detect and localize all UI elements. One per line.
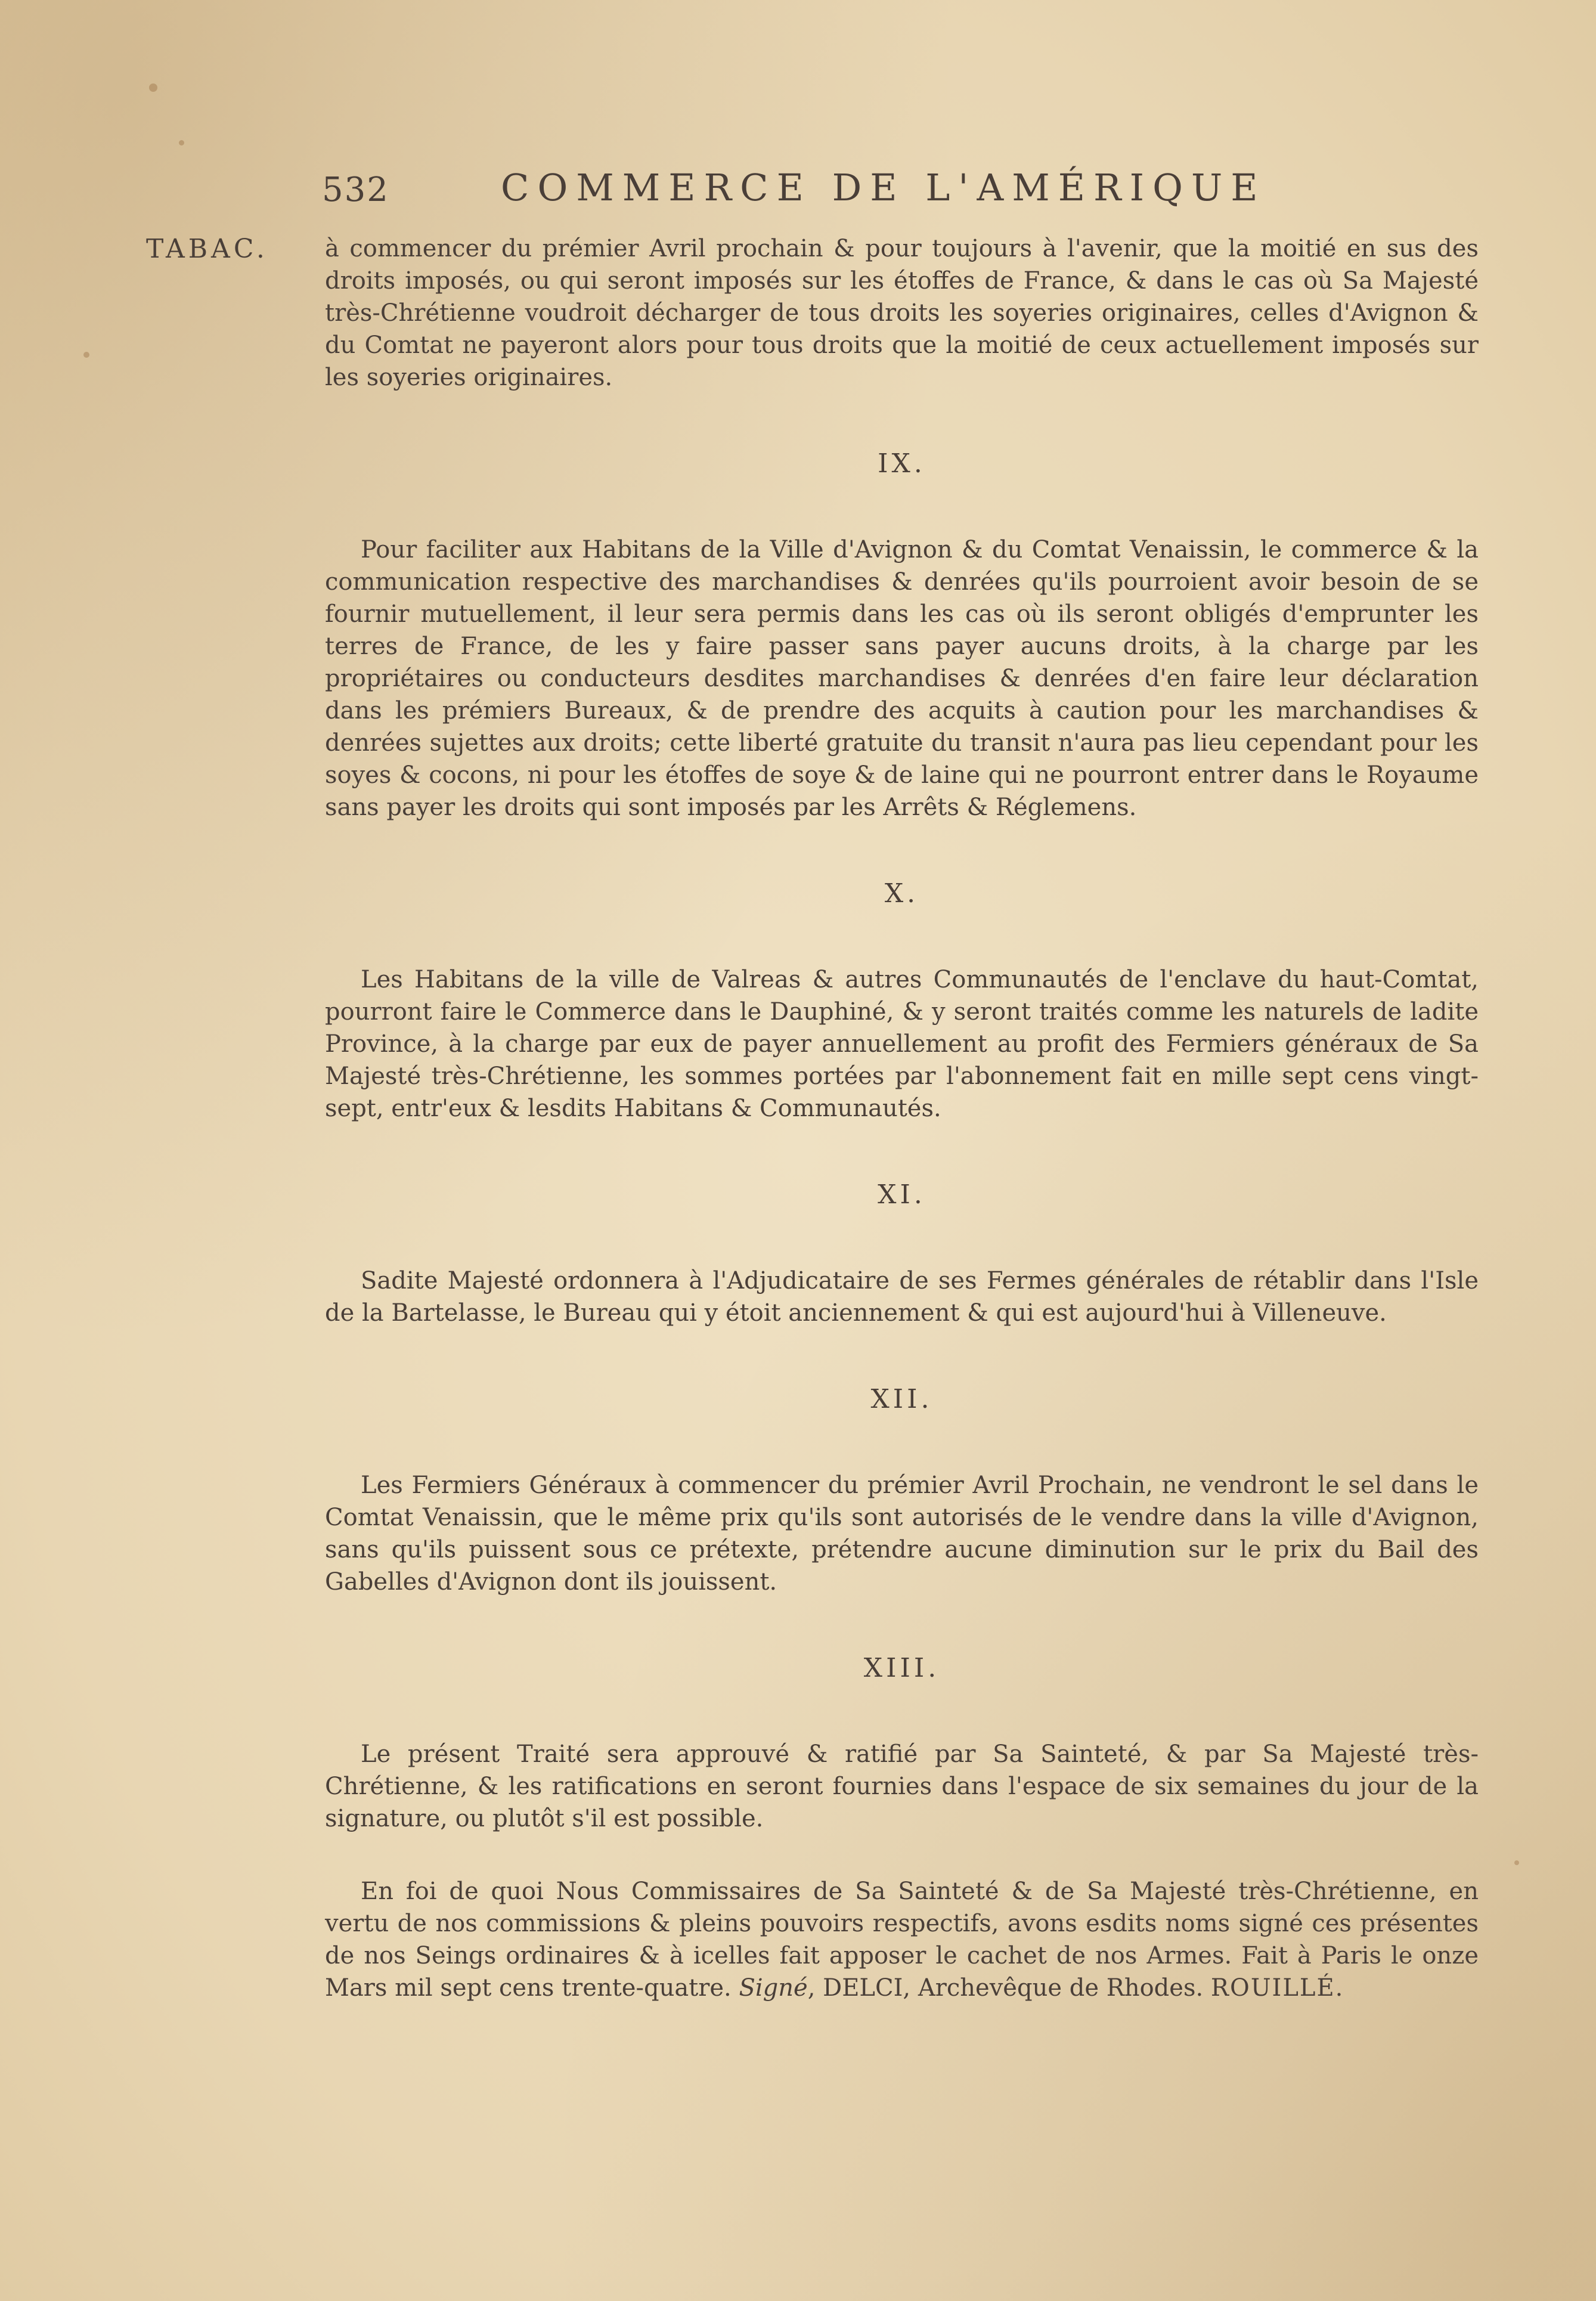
page-number: 532 [322, 171, 389, 209]
article-heading-xiii: XIII. [863, 1653, 940, 1683]
article-heading-ix: IX. [878, 448, 926, 479]
article-xi-text: Sadite Majesté ordonnera à l'Adjudicataire de ses Fermes générales de rétablir dans l'Isle de la Bartelasse, le Bureau qui y étoit anciennement & qui est aujourd'hui à Villeneuve. [325, 1267, 1479, 1327]
foxing-spot [179, 140, 184, 145]
article-ix-text: Pour faciliter aux Habitans de la Ville d'Avignon & du Comtat Venaissin, le commerce & la communication respective des marchandises & denrées qu'ils pourroient avoir besoin de se fournir mutuellement, il leur sera permis dans les cas où ils seront obligés d'emprunter les terres de France, de les y faire passer sans payer aucuns droits, à la charge par les propriétaires ou conducteurs desdites marchandises & denrées d'en faire leur déclaration dans les prémiers Bureaux, & de prendre des acquits à caution pour les marchandises & denrées sujettes aux droits; cette liberté gratuite du transit n'aura pas lieu cependant pour les soyes & cocons, ni pour les étoffes de soye & de laine qui ne pourront entrer dans le Royaume sans payer les droits qui sont imposés par les Arrêts & Réglemens. [325, 536, 1479, 821]
article-heading-x: X. [884, 878, 919, 909]
closing-paragraph: En foi de quoi Nous Commissaires de Sa Sainteté & de Sa Majesté très-Chrétienne, en vertu de nos commissions & pleins pouvoirs respectifs, avons esdits noms signé ces présentes de nos Seings ordinaires & à icelles fait apposer le cachet de nos Armes. Fait à Paris le onze Mars mil sept cens trente-quatre. Signé, DELCI, Archevêque de Rhodes. ROUILLÉ. [325, 1878, 1479, 2002]
running-title: COMMERCE DE L'AMÉRIQUE [501, 166, 1266, 209]
foxing-spot [83, 352, 89, 358]
foxing-spot [149, 83, 157, 92]
page-header [310, 166, 1347, 213]
article-xii-text: Les Fermiers Généraux à commencer du prémier Avril Prochain, ne vendront le sel dans le Comtat Venaissin, que le même prix qu'ils sont autorisés de le vendre dans la ville d'Avignon, sans qu'ils puissent sous ce prétexte, prétendre aucune diminution sur le prix du Bail des Gabelles d'Avignon dont ils jouissent. [325, 1472, 1479, 1596]
signatory-delci: DELCI [823, 1974, 903, 2002]
signatory-rouille: ROUILLÉ. [1210, 1974, 1344, 2002]
article-heading-xi: XI. [878, 1179, 926, 1210]
intro-paragraph: à commencer du prémier Avril prochain & pour toujours à l'avenir, que la moitié en sus des droits imposés, ou qui seront imposés sur les étoffes de France, & dans le cas où Sa Majesté très-Chrétienne voudroit décharger de tous droits les soyeries originaires, celles d'Avignon & du Comtat ne payeront alors pour tous droits que la moitié de ceux actuellement imposés sur les soyeries originaires. [325, 235, 1479, 391]
signed-label: Signé [739, 1974, 808, 2002]
margin-note: TABAC. [146, 234, 268, 264]
article-heading-xii: XII. [870, 1384, 933, 1414]
closing-text: En foi de quoi Nous Commissaires de Sa Sainteté & de Sa Majesté très-Chrétienne, en vertu de nos commissions & pleins pouvoirs respectifs, avons esdits noms signé ces présentes de nos Seings ordinaires & à icelles fait apposer le cachet de nos Armes. Fait à Paris le onze Mars mil sept cens trente-quatre. [325, 1878, 1479, 2002]
page-body [325, 233, 1479, 2004]
article-x-text: Les Habitans de la ville de Valreas & autres Communautés de l'enclave du haut-Comtat, pourront faire le Commerce dans le Dauphiné, & y seront traités comme les naturels de ladite Province, à la charge par eux de payer annuellement au profit des Fermiers généraux de Sa Majesté très-Chrétienne, les sommes portées par l'abonnement fait en mille sept cens vingt-sept, entr'eux & lesdits Habitans & Communautés. [325, 966, 1479, 1122]
signatory-title: Archevêque de Rhodes. [918, 1974, 1204, 2002]
article-xiii-text: Le présent Traité sera approuvé & ratifié par Sa Sainteté, & par Sa Majesté très-Chrétienne, & les ratifications en seront fournies dans l'espace de six semaines du jour de la signature, ou plutôt s'il est possible. [325, 1741, 1479, 1832]
paragraph-gap [325, 1835, 1479, 1875]
foxing-spot [1514, 1860, 1519, 1865]
